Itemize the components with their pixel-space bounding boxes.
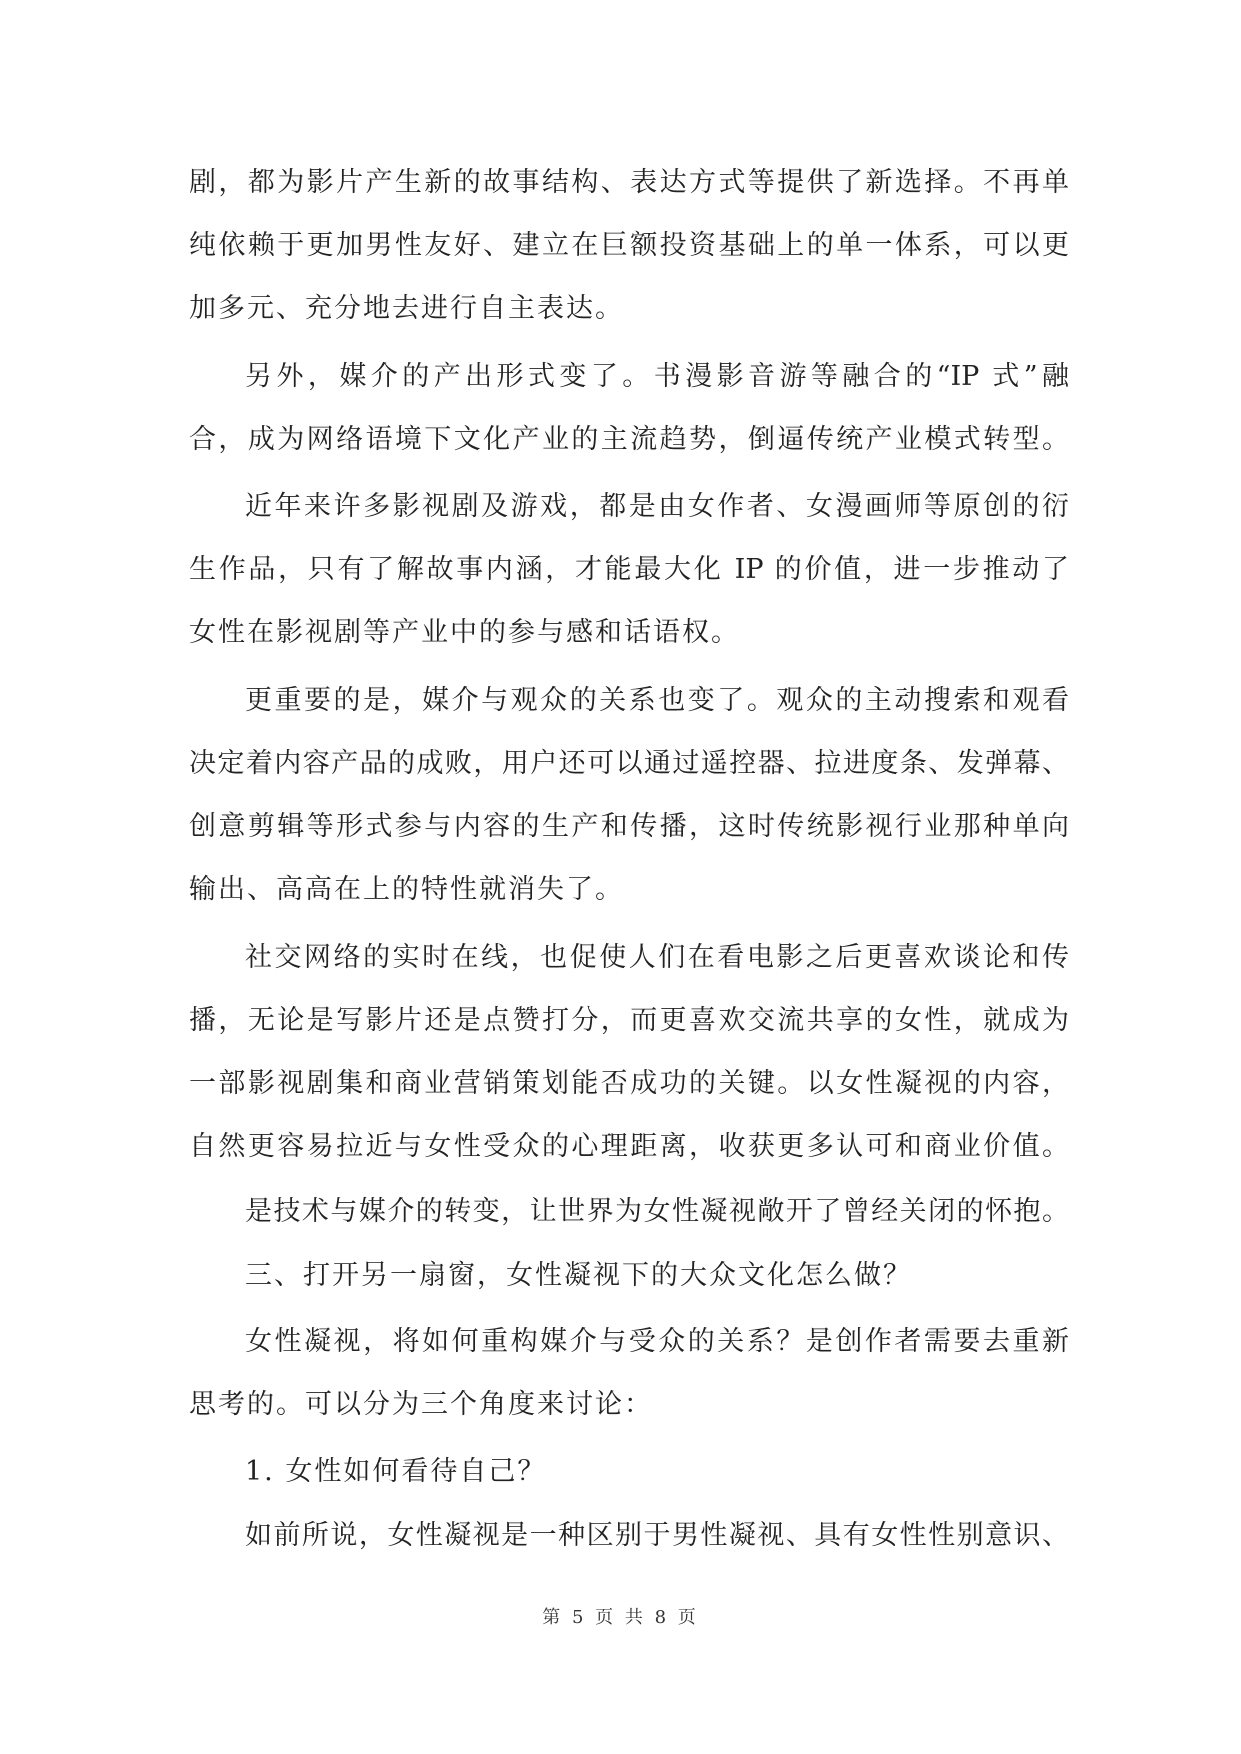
text-line: 创意剪辑等形式参与内容的生产和传播，这时传统影视行业那种单向	[189, 811, 1069, 842]
text-line: 加多元、充分地去进行自主表达。	[189, 293, 624, 324]
text-line: 决定着内容产品的成败，用户还可以通过遥控器、拉进度条、发弹幕、	[189, 748, 1069, 779]
numbered-subheading: 1. 女性如何看待自己？	[245, 1456, 547, 1487]
text-line: 自然更容易拉近与女性受众的心理距离，收获更多认可和商业价值。	[189, 1131, 1069, 1162]
text-line: 是技术与媒介的转变，让世界为女性凝视敞开了曾经关闭的怀抱。	[245, 1196, 1069, 1227]
text-line: 另外，媒介的产出形式变了。书漫影音游等融合的“IP 式”融	[245, 361, 1069, 392]
text-line: 合，成为网络语境下文化产业的主流趋势，倒逼传统产业模式转型。	[189, 424, 1069, 455]
section-heading: 三、打开另一扇窗，女性凝视下的大众文化怎么做？	[245, 1260, 912, 1291]
text-line: 一部影视剧集和商业营销策划能否成功的关键。以女性凝视的内容，	[189, 1068, 1069, 1099]
text-line: 剧，都为影片产生新的故事结构、表达方式等提供了新选择。不再单	[189, 167, 1069, 198]
text-line: 女性凝视，将如何重构媒介与受众的关系？是创作者需要去重新	[245, 1326, 1069, 1357]
text-line: 播，无论是写影片还是点赞打分，而更喜欢交流共享的女性，就成为	[189, 1005, 1069, 1036]
text-line: 生作品，只有了解故事内涵，才能最大化 IP 的价值，进一步推动了	[189, 554, 1069, 585]
text-line: 更重要的是，媒介与观众的关系也变了。观众的主动搜索和观看	[245, 685, 1069, 716]
text-line: 近年来许多影视剧及游戏，都是由女作者、女漫画师等原创的衍	[245, 491, 1069, 522]
text-line: 社交网络的实时在线，也促使人们在看电影之后更喜欢谈论和传	[245, 942, 1069, 973]
text-line: 思考的。可以分为三个角度来讨论：	[189, 1389, 653, 1420]
text-line: 输出、高高在上的特性就消失了。	[189, 874, 624, 905]
text-line: 女性在影视剧等产业中的参与感和话语权。	[189, 617, 740, 648]
page-footer: 第 5 页 共 8 页	[542, 1607, 699, 1628]
text-line: 纯依赖于更加男性友好、建立在巨额投资基础上的单一体系，可以更	[189, 230, 1069, 261]
text-line: 如前所说，女性凝视是一种区别于男性凝视、具有女性性别意识、	[245, 1520, 1069, 1551]
